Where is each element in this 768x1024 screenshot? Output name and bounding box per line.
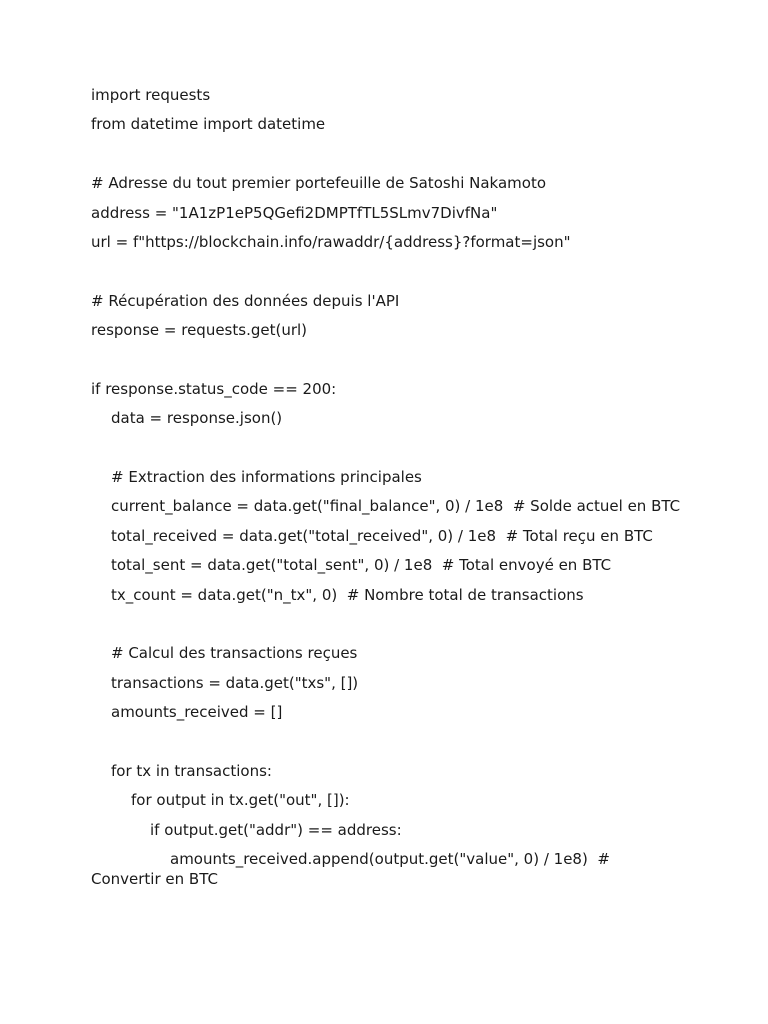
code-line-tx-count: tx_count = data.get("n_tx", 0) # Nombre total de transactions (111, 585, 584, 604)
code-line-transactions: transactions = data.get("txs", []) (111, 673, 359, 692)
code-line-total-received: total_received = data.get("total_received", 0) / 1e8 # Total reçu en BTC (111, 526, 653, 545)
code-comment-extraction: # Extraction des informations principales (111, 468, 422, 487)
code-line-url: url = f"https://blockchain.info/rawaddr/{address}?format=json" (91, 232, 571, 251)
code-line-amounts-received: amounts_received = [] (111, 703, 283, 722)
blank-line (91, 438, 683, 458)
blank-line (91, 350, 683, 370)
code-line-import-datetime: from datetime import datetime (91, 115, 326, 134)
code-line-data-json: data = response.json() (111, 409, 283, 428)
code-comment-calcul: # Calcul des transactions reçues (111, 644, 358, 663)
blank-line (91, 144, 683, 164)
code-line-if-status: if response.status_code == 200: (91, 379, 337, 398)
code-line-if-addr: if output.get("addr") == address: (150, 820, 402, 839)
code-line-for-tx: for tx in transactions: (111, 761, 272, 780)
code-line-current-balance: current_balance = data.get("final_balance", 0) / 1e8 # Solde actuel en BTC (111, 497, 681, 516)
code-line-append: amounts_received.append(output.get("value", 0) / 1e8) # Convertir en BTC (91, 850, 615, 889)
code-line-total-sent: total_sent = data.get("total_sent", 0) / 1e8 # Total envoyé en BTC (111, 556, 612, 575)
code-comment-address: # Adresse du tout premier portefeuille de Satoshi Nakamoto (91, 174, 547, 193)
code-line-response: response = requests.get(url) (91, 321, 308, 340)
code-line-for-output: for output in tx.get("out", []): (131, 791, 350, 810)
code-block (91, 85, 683, 899)
blank-line (91, 261, 683, 281)
code-line-address: address = "1A1zP1eP5QGefi2DMPTfTL5SLmv7DivfNa" (91, 203, 498, 222)
code-line-import-requests: import requests (91, 86, 211, 104)
blank-line (91, 614, 683, 634)
blank-line (91, 732, 683, 752)
code-comment-api: # Récupération des données depuis l'API (91, 291, 400, 310)
